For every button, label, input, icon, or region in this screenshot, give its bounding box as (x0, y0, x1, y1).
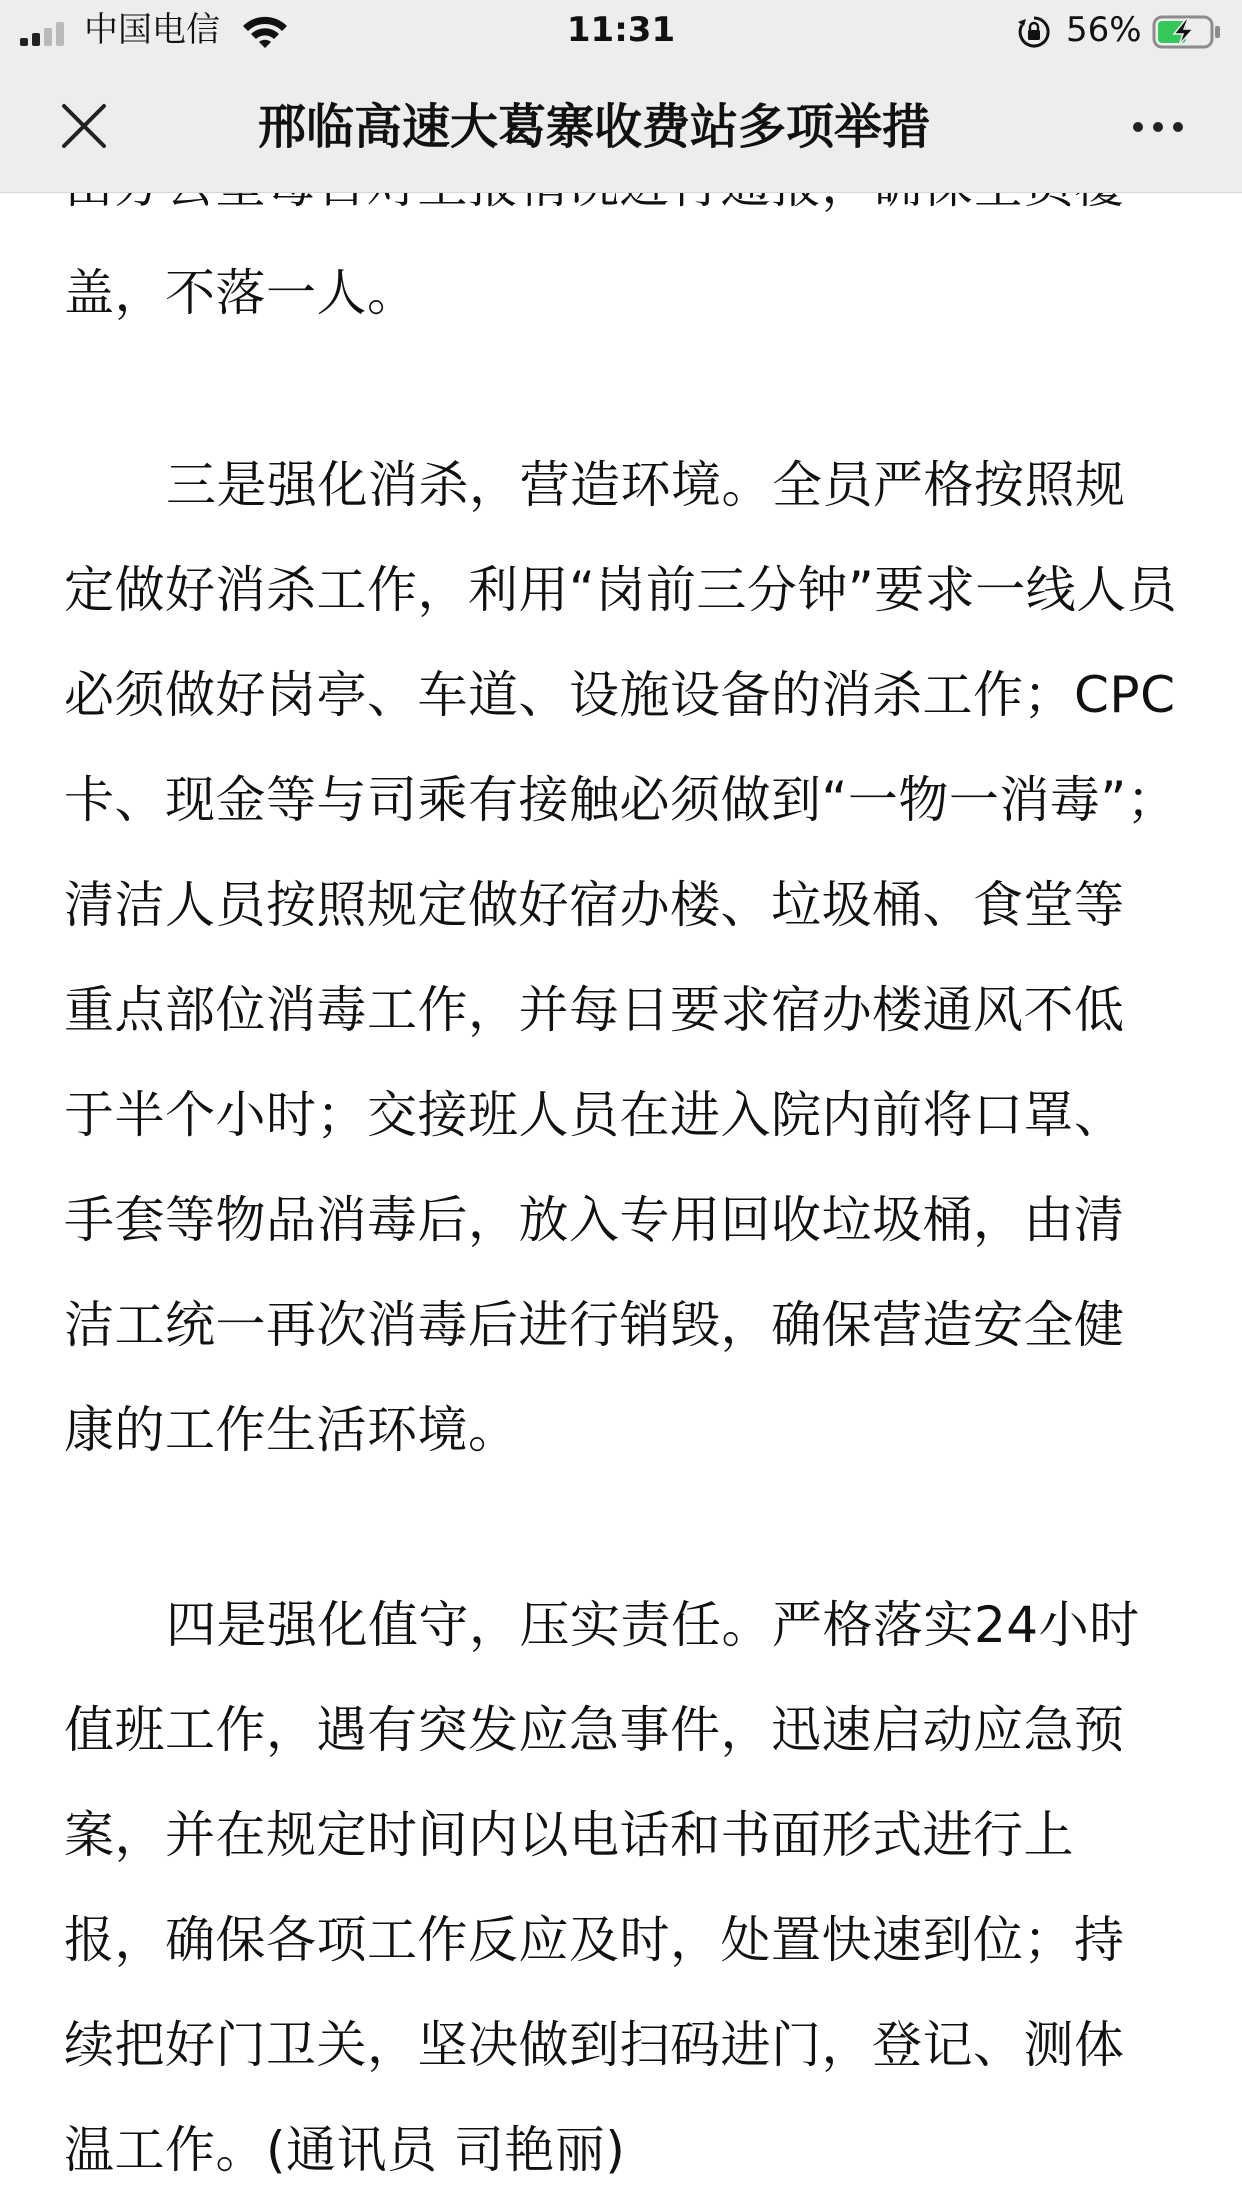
paragraph-3-line: 于半个小时；交接班人员在进入院内前将口罩、 (64, 1086, 1125, 1144)
paragraph-3-line: 手套等物品消毒后，放入专用回收垃圾桶，由清 (64, 1191, 1125, 1249)
paragraph-3-line: 重点部位消毒工作，并每日要求宿办楼通风不低 (64, 981, 1125, 1039)
status-bar (0, 0, 1242, 62)
paragraph-3-line: 定做好消杀工作，利用“岗前三分钟”要求一线人员 (64, 561, 1178, 619)
title-fade (944, 94, 1008, 160)
paragraph-4-line: 案，并在规定时间内以电话和书面形式进行上 (64, 1806, 1074, 1864)
battery-percent: 56% (1066, 10, 1142, 50)
paragraph-4-line: 报，确保各项工作反应及时，处置快速到位；持 (64, 1911, 1125, 1969)
paragraph-3-line: 康的工作生活环境。 (64, 1401, 519, 1459)
paragraph-4-line: 值班工作，遇有突发应急事件，迅速启动应急预 (64, 1701, 1125, 1759)
status-time: 11:31 (566, 10, 676, 50)
paragraph-3-line: 必须做好岗亭、车道、设施设备的消杀工作；CPC (64, 666, 1176, 724)
battery-charging-icon (1152, 14, 1222, 50)
page-title: 邢临高速大葛寨收费站多项举措 (258, 99, 931, 155)
more-icon[interactable] (1126, 102, 1190, 152)
paragraph-4-line: 温工作。(通讯员 司艳丽) (64, 2121, 626, 2179)
close-icon[interactable] (56, 98, 112, 154)
article-line: 盖，不落一人。 (64, 264, 418, 322)
carrier-label: 中国电信 (84, 10, 220, 50)
paragraph-3-line: 洁工统一再次消毒后进行销毁，确保营造安全健 (64, 1296, 1125, 1354)
paragraph-3-line: 清洁人员按照规定做好宿办楼、垃圾桶、食堂等 (64, 876, 1125, 934)
orientation-lock-icon (1016, 14, 1052, 50)
paragraph-3-line: 三是强化消杀，营造环境。全员严格按照规 (166, 456, 1126, 514)
top-chrome (0, 0, 1242, 193)
paragraph-3-line: 卡、现金等与司乘有接触必须做到“一物一消毒”； (64, 771, 1178, 829)
paragraph-4-line: 续把好门卫关，坚决做到扫码进门，登记、测体 (64, 2016, 1125, 2074)
paragraph-4-line: 四是强化值守，压实责任。严格落实24小时 (166, 1596, 1140, 1654)
nav-bar (0, 62, 1242, 192)
